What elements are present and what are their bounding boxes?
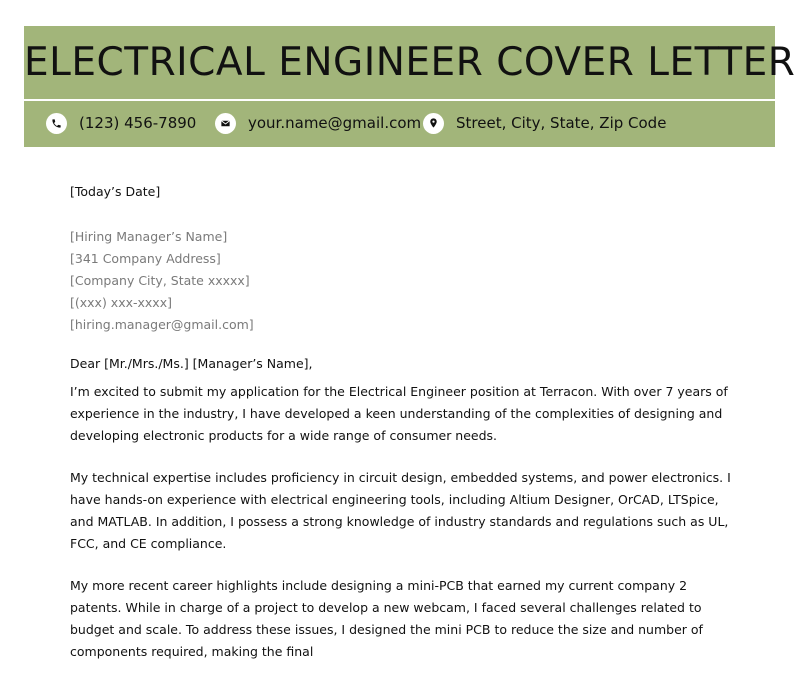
contact-address — [423, 111, 666, 135]
phone-number: (123) 456-7890 — [79, 114, 197, 132]
phone-icon — [46, 113, 67, 134]
contact-row — [24, 111, 775, 135]
recipient-address — [70, 226, 734, 336]
page-title: ELECTRICAL ENGINEER COVER LETTER — [24, 40, 796, 85]
contact-email — [215, 111, 421, 135]
hiring-manager-email: [hiring.manager@gmail.com] — [70, 317, 254, 332]
company-city-state: [Company City, State xxxxx] — [70, 273, 250, 288]
letter-body — [70, 181, 734, 683]
paragraph-intro: I’m excited to submit my application for the Electrical Engineer position at Terracon. With over 7 years of experience in the industry, I have developed a keen understanding of the complexities of designing and developing electronic products for a wide range of consumer needs. — [70, 384, 728, 443]
paragraph-highlights: My more recent career highlights include designing a mini-PCB that earned my current company 2 patents. While in charge of a project to develop a new webcam, I faced several challenges related to budget and scale. To address these issues, I designed the mini PCB to reduce the size and number of components required, making the final — [70, 578, 703, 659]
email-address: your.name@gmail.com — [248, 114, 422, 132]
company-address: [341 Company Address] — [70, 251, 221, 266]
company-phone: [(xxx) xxx-xxxx] — [70, 295, 172, 310]
street-address: Street, City, State, Zip Code — [456, 114, 667, 132]
location-pin-icon — [423, 113, 444, 134]
paragraph-expertise: My technical expertise includes proficiency in circuit design, embedded systems, and power electronics. I have hands-on experience with electrical engineering tools, including Altium Designer, OrCAD, LTSpice, and MATLAB. In addition, I possess a strong knowledge of industry standards and regulations such as UL, FCC, and CE compliance. — [70, 470, 731, 551]
letter-date: [Today’s Date] — [70, 184, 161, 199]
letter-header — [24, 26, 796, 147]
hiring-manager-name: [Hiring Manager’s Name] — [70, 229, 228, 244]
envelope-icon — [215, 113, 236, 134]
salutation: Dear [Mr./Mrs./Ms.] [Manager’s Name], — [70, 356, 313, 371]
contact-phone — [46, 111, 196, 135]
header-divider — [24, 99, 775, 101]
